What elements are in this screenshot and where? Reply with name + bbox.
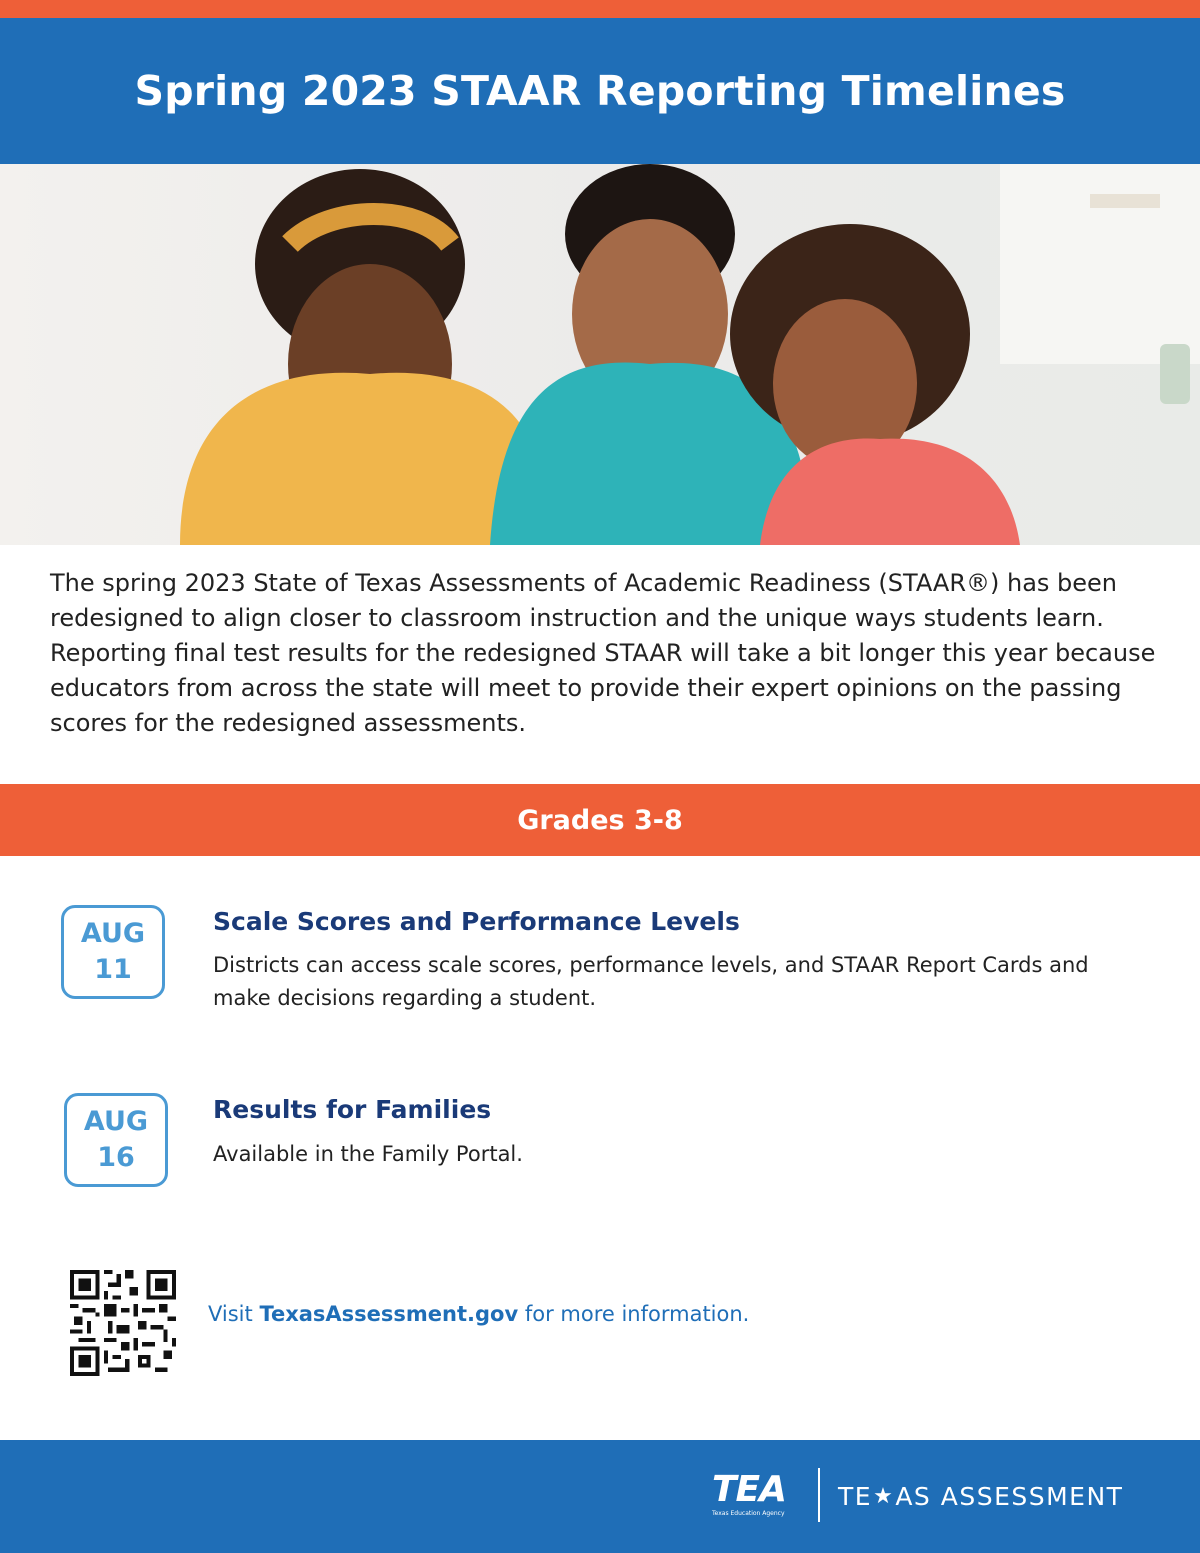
top-accent-stripe [0,0,1200,18]
grades-label: Grades 3-8 [517,804,683,836]
date-badge [61,905,165,999]
footer-divider [818,1468,820,1522]
brand-text-right: AS ASSESSMENT [895,1482,1124,1511]
timeline-item-title: Results for Families [213,1095,492,1124]
timeline-item-description: Districts can access scale scores, performance levels, and STAAR Report Cards and make decisions regarding a student. [213,953,1089,1010]
tea-logo-text: TEA [712,1469,787,1510]
date-badge [64,1093,168,1187]
tea-logo-subtitle: Texas Education Agency [712,1510,785,1517]
texas-star-icon: ★ [873,1484,895,1509]
qr-code-icon[interactable] [70,1270,176,1376]
date-month: AUG [83,1106,149,1137]
tea-logo [712,1469,787,1517]
title-banner [0,18,1200,164]
visit-prefix: Visit [208,1302,260,1326]
page-title: Spring 2023 STAAR Reporting Timelines [134,67,1066,115]
timeline-item-title: Scale Scores and Performance Levels [213,907,740,936]
hero-family-photo [0,164,1200,545]
date-day: 11 [94,954,132,985]
intro-paragraph: The spring 2023 State of Texas Assessments of Academic Readiness (STAAR®) has been redesigned to align closer to classroom instruction and the unique ways students learn. Reporting final test results for the redesigned STAAR will take a bit longer this year because educators from across the state will meet to provide their expert opinions on the passing scores for the redesigned assessments. [50,569,1156,737]
texas-assessment-logo [838,1482,1123,1511]
date-day: 16 [97,1142,135,1173]
visit-info-line [208,1302,749,1326]
timeline-item-description: Available in the Family Portal. [213,1142,523,1166]
texas-assessment-link[interactable]: TexasAssessment.gov [259,1302,519,1326]
brand-text-left: TE [838,1482,873,1511]
visit-suffix: for more information. [518,1302,750,1326]
grades-section-banner [0,784,1200,856]
date-month: AUG [80,918,146,949]
